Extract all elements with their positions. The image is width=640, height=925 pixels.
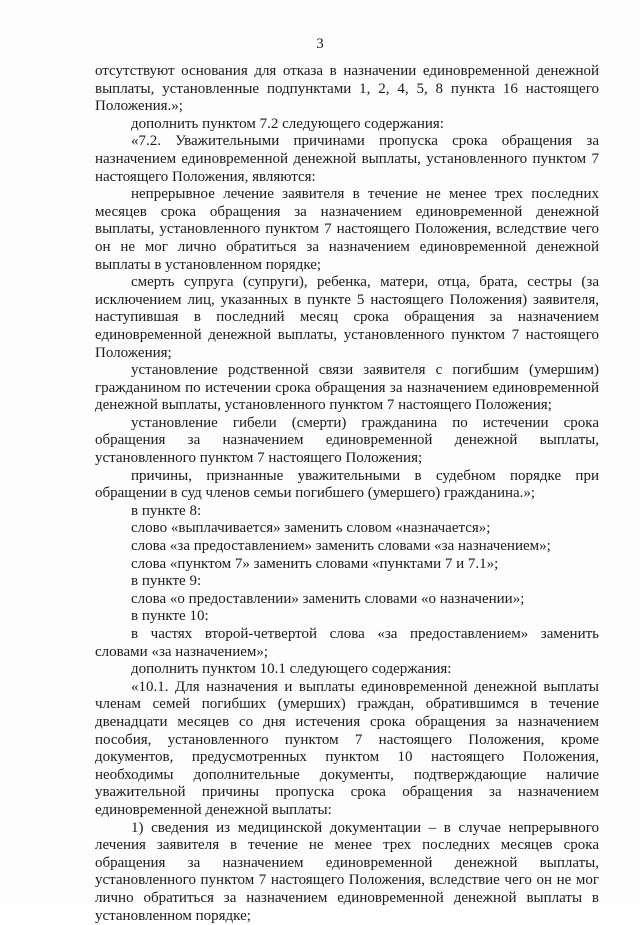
paragraph: дополнить пунктом 10.1 следующего содержания: <box>131 661 452 678</box>
paragraph: установление гибели (смерти) гражданина по истечении срока обращения за назначением единовременной денежной выплаты, установленного пунктом 7 настоящего Положения; <box>95 414 599 467</box>
paragraph: непрерывное лечение заявителя в течение не менее трех последних месяцев срока обращения за назначением единовременной денежной выплаты, установленного пунктом 7 настоящего Положения, вследствие чего он не мог лично обратиться за назначением единовременной денежной выплаты в установленном порядке; <box>95 186 599 273</box>
paragraph: в пункте 8: <box>131 502 202 519</box>
paragraph: в пункте 10: <box>131 608 209 625</box>
paragraph: в частях второй-четвертой слова «за предоставлением» заменить словами «за назначением»; <box>95 626 599 660</box>
paragraph: установление родственной связи заявителя с погибшим (умершим) гражданином по истечении срока обращения за назначением единовременной денежной выплаты, установленного пунктом 7 настоящего Положения; <box>95 362 599 414</box>
paragraph: слово «выплачивается» заменить словом «назначается»; <box>131 520 491 537</box>
paragraph: слова «пунктом 7» заменить словами «пунктами 7 и 7.1»; <box>131 555 499 572</box>
paragraph: слова «о предоставлении» заменить словами «о назначении»; <box>131 590 525 607</box>
paragraph: дополнить пунктом 7.2 следующего содержания: <box>131 115 444 132</box>
paragraph: «10.1. Для назначения и выплаты единовременной денежной выплаты членам семей погибших (умерших) граждан, обратившимся в течение двенадцати месяцев со дня истечения срока обращения за назначением пособия, установленного пунктом 7 настоящего Положения, кроме документов, предусмотренных пунктом 10 настоящего Положения, необходимы дополнительные документы, подтверждающие наличие уважительной причины пропуска срока обращения за назначением единовременной денежной выплаты: <box>95 678 599 818</box>
paragraph: слова «за предоставлением» заменить словами «за назначением»; <box>131 538 551 555</box>
paragraph: 1) сведения из медицинской документации – в случае непрерывного лечения заявителя в течение не менее трех последних месяцев срока обращения за назначением единовременной денежной выплаты, установленного пунктом 7 настоящего Положения, вследствие чего он не мог лично обратиться за назначением единовременной денежной выплаты в установленном порядке; <box>95 819 599 924</box>
document-body <box>95 63 599 925</box>
paragraph: смерть супруга (супруги), ребенка, матери, отца, брата, сестры (за исключением лиц, указанных в пункте 5 настоящего Положения) заявителя, наступившая в последний месяц срока обращения за назначением единовременной денежной выплаты, установленного пунктом 7 настоящего Положения; <box>95 274 599 361</box>
paragraph: причины, признанные уважительными в судебном порядке при обращении в суд членов семьи погибшего (умершего) гражданина.»; <box>95 467 599 502</box>
page-number: 3 <box>316 36 324 52</box>
paragraph: отсутствуют основания для отказа в назначении единовременной денежной выплаты, установленные подпунктами 1, 2, 4, 5, 8 пункта 16 настоящего Положения.»; <box>95 63 599 115</box>
paragraph: в пункте 9: <box>131 573 202 590</box>
paragraph: «7.2. Уважительными причинами пропуска срока обращения за назначением единовременной денежной выплаты, установленного пунктом 7 настоящего Положения, являются: <box>95 133 599 185</box>
